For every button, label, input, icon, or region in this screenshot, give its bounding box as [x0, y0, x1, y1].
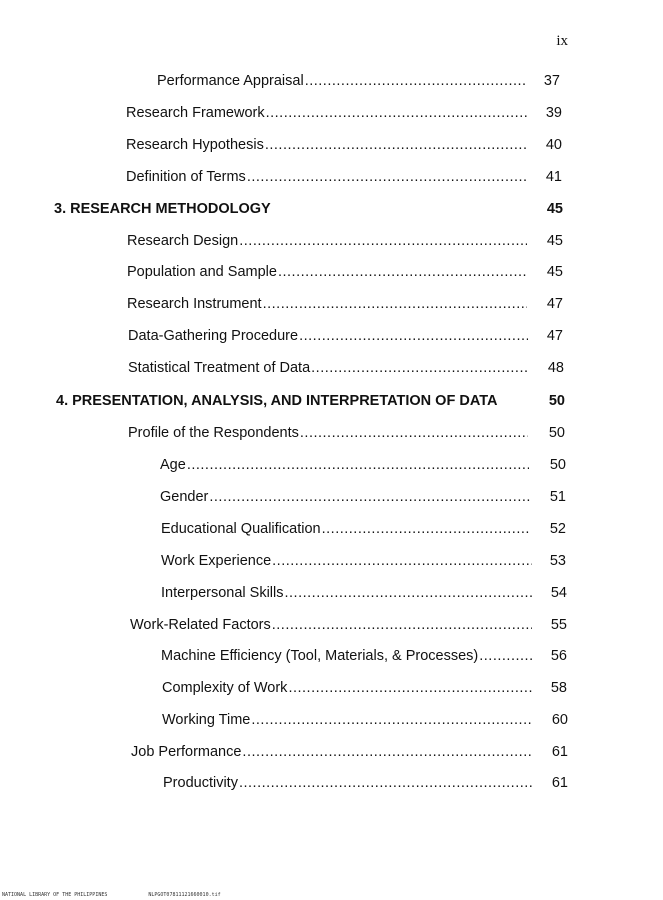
toc-entry-productivity — [163, 775, 533, 791]
toc-entry-work-experience — [161, 553, 532, 569]
toc-entry-machine-efficiency-tool-materials-processes — [161, 648, 532, 664]
toc-entry-title: Work Experience — [161, 553, 272, 569]
toc-entry-title: Interpersonal Skills — [161, 585, 284, 601]
toc-dot-leader — [479, 648, 532, 664]
toc-entry-row — [0, 617, 663, 639]
toc-page-number: 50 — [548, 425, 565, 441]
toc-entry-title: Data-Gathering Procedure — [128, 328, 299, 344]
toc-entry-educational-qualification — [161, 521, 531, 537]
toc-entry-working-time — [162, 712, 532, 728]
toc-page-number: 37 — [543, 73, 560, 89]
toc-page-number: 40 — [545, 137, 562, 153]
toc-page-number: 45 — [546, 233, 563, 249]
toc-page-number: 61 — [551, 744, 568, 760]
toc-dot-leader — [272, 553, 532, 569]
toc-entry-statistical-treatment-of-data — [128, 360, 528, 376]
toc-entry-title: 4. PRESENTATION, ANALYSIS, AND INTERPRETATION OF DATA — [56, 393, 498, 409]
toc-page-number: 51 — [549, 489, 566, 505]
toc-entry-definition-of-terms — [126, 169, 527, 185]
toc-entry-row — [0, 457, 663, 479]
toc-entry-complexity-of-work — [162, 680, 532, 696]
toc-dot-leader — [278, 264, 527, 280]
toc-entry-row — [0, 328, 663, 350]
toc-dot-leader — [322, 521, 531, 537]
toc-entry-row — [0, 169, 663, 191]
toc-entry-performance-appraisal — [157, 73, 527, 89]
toc-entry-row — [0, 233, 663, 255]
scan-footer — [2, 892, 259, 898]
toc-entry-row — [0, 585, 663, 607]
toc-dot-leader — [285, 585, 533, 601]
toc-dot-leader — [266, 105, 527, 121]
toc-entry-row — [0, 775, 663, 797]
toc-entry-row — [0, 105, 663, 127]
toc-page-number: 47 — [546, 296, 563, 312]
toc-page-number: 47 — [546, 328, 563, 344]
toc-entry-title: Definition of Terms — [126, 169, 246, 185]
toc-dot-leader — [305, 73, 527, 89]
toc-entry-title: Job Performance — [131, 744, 242, 760]
toc-entry-research-hypothesis — [126, 137, 527, 153]
toc-entry-research-framework — [126, 105, 527, 121]
toc-entry-row — [0, 137, 663, 159]
toc-entry-title: 3. RESEARCH METHODOLOGY — [54, 201, 271, 217]
footer-library: NATIONAL LIBRARY OF THE PHILIPPINES — [2, 892, 108, 898]
toc-entry-row — [0, 680, 663, 702]
toc-page-number: 53 — [549, 553, 566, 569]
toc-dot-leader — [300, 425, 528, 441]
toc-entry-work-related-factors — [130, 617, 532, 633]
toc-page-number: 48 — [547, 360, 564, 376]
toc-entry-gender — [160, 489, 530, 505]
toc-entry-title: Research Hypothesis — [126, 137, 264, 153]
toc-page-number: 61 — [551, 775, 568, 791]
toc-entry-age — [160, 457, 529, 473]
toc-entry-row — [0, 553, 663, 575]
toc-page-number: 45 — [546, 201, 563, 217]
toc-entry-title: Educational Qualification — [161, 521, 321, 537]
toc-page-number: 45 — [546, 264, 563, 280]
toc-entry-4-presentation-analysis-and-interpretation-of-data — [56, 393, 497, 409]
toc-dot-leader — [239, 233, 527, 249]
toc-dot-leader — [265, 137, 527, 153]
toc-entry-title: Statistical Treatment of Data — [128, 360, 311, 376]
toc-dot-leader — [247, 169, 527, 185]
toc-dot-leader — [187, 457, 529, 473]
toc-dot-leader — [239, 775, 533, 791]
toc-entry-research-instrument — [127, 296, 527, 312]
toc-page-number: 50 — [548, 393, 565, 409]
toc-entry-title: Complexity of Work — [162, 680, 288, 696]
toc-dot-leader — [263, 296, 527, 312]
toc-entry-title: Work-Related Factors — [130, 617, 271, 633]
toc-page-number: 54 — [550, 585, 567, 601]
toc-entry-row — [0, 425, 663, 447]
toc-dot-leader — [251, 712, 532, 728]
toc-entry-research-design — [127, 233, 527, 249]
toc-page-number: 52 — [549, 521, 566, 537]
toc-entry-row — [0, 744, 663, 766]
toc-entry-interpersonal-skills — [161, 585, 532, 601]
toc-entry-3-research-methodology — [54, 201, 271, 217]
toc-entry-title: Population and Sample — [127, 264, 277, 280]
toc-entry-row — [0, 264, 663, 286]
toc-dot-leader — [311, 360, 528, 376]
toc-entry-row — [0, 648, 663, 670]
toc-entry-title: Research Framework — [126, 105, 265, 121]
toc-entry-profile-of-the-respondents — [128, 425, 528, 441]
page-number: ix — [556, 33, 568, 49]
toc-dot-leader — [209, 489, 530, 505]
toc-page-number: 41 — [545, 169, 562, 185]
toc-entry-row — [0, 360, 663, 382]
toc-chapter-row — [0, 201, 663, 223]
toc-entry-title: Working Time — [162, 712, 251, 728]
toc-entry-row — [0, 521, 663, 543]
toc-entry-title: Performance Appraisal — [157, 73, 304, 89]
toc-entry-data-gathering-procedure — [128, 328, 528, 344]
toc-dot-leader — [288, 680, 532, 696]
toc-chapter-row — [0, 393, 663, 415]
toc-entry-title: Gender — [160, 489, 209, 505]
toc-dot-leader — [272, 617, 532, 633]
toc-entry-title: Research Design — [127, 233, 239, 249]
toc-entry-title: Profile of the Respondents — [128, 425, 299, 441]
toc-page-number: 56 — [550, 648, 567, 664]
toc-page-number: 50 — [549, 457, 566, 473]
toc-entry-title: Productivity — [163, 775, 238, 791]
toc-page-number: 58 — [550, 680, 567, 696]
toc-entry-row — [0, 712, 663, 734]
footer-code: NLPGOT07811121660010.tif — [148, 892, 221, 898]
toc-entry-row — [0, 73, 663, 95]
toc-entry-title: Age — [160, 457, 186, 473]
toc-dot-leader — [299, 328, 528, 344]
toc-entry-job-performance — [131, 744, 532, 760]
toc-entry-population-and-sample — [127, 264, 527, 280]
toc-page-number: 60 — [551, 712, 568, 728]
toc-page-number: 55 — [550, 617, 567, 633]
toc-entry-row — [0, 296, 663, 318]
toc-entry-title: Research Instrument — [127, 296, 262, 312]
toc-entry-title: Machine Efficiency (Tool, Materials, & Processes) — [161, 648, 479, 664]
toc-entry-row — [0, 489, 663, 511]
toc-dot-leader — [242, 744, 532, 760]
toc-page-number: 39 — [545, 105, 562, 121]
